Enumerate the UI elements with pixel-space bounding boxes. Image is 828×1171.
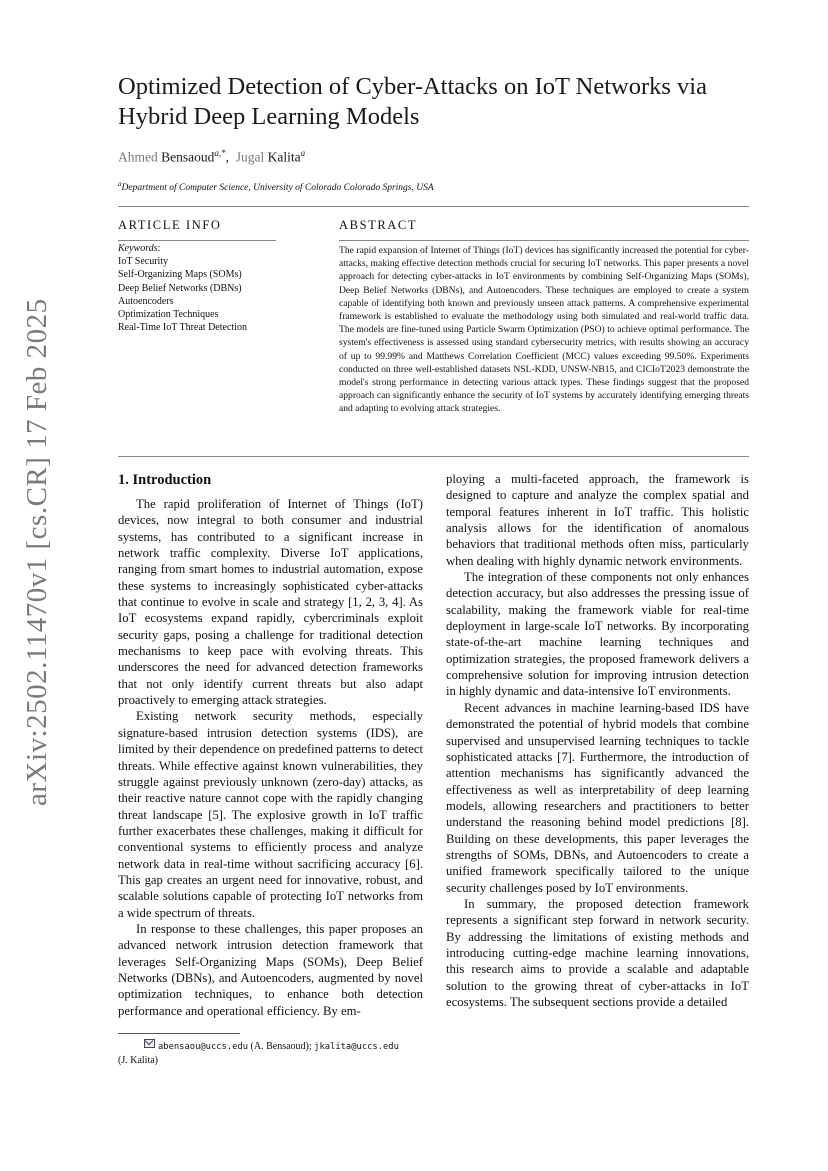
author2-given: Jugal xyxy=(235,149,265,165)
keyword-item: IoT Security xyxy=(118,256,169,268)
keywords-block: Keywords: IoT Security Self-Organizing Maps (SOMs) Deep Belief Networks (DBNs) Autoencoders Optimization Techniques Real-Time IoT Threat Detection xyxy=(118,243,247,334)
envelope-icon xyxy=(144,1039,155,1048)
paragraph: Recent advances in machine learning-based IDS have demonstrated the potential of hybrid models that combine supervised and unsupervised learning techniques to tackle sophisticated attacks [7]. Furthermore, the introduction of attention mechanisms has significantly advanced the effectiveness as well as interpretability of deep learning models, allowing researchers and practitioners to better understand the reasoning behind model predictions [8]. Building on these developments, this paper leverages the strengths of SOMs, DBNs, and Autoencoders to create a unified framework specifically tailored to the unique security challenges posed by IoT environments. xyxy=(446,700,749,895)
header-rule xyxy=(118,206,749,207)
keyword-item: Deep Belief Networks (DBNs) xyxy=(118,282,242,294)
abstract-bottom-rule xyxy=(118,456,749,457)
right-column xyxy=(446,471,749,1010)
email-link-1[interactable]: abensaou@uccs.edu xyxy=(158,1042,249,1052)
keywords-label: Keywords xyxy=(118,243,158,254)
footnote xyxy=(118,1039,408,1068)
abstract-rule xyxy=(339,240,749,241)
affiliation-sup: a xyxy=(118,180,122,188)
keyword-item: Autoencoders xyxy=(118,295,174,307)
paper-title: Optimized Detection of Cyber-Attacks on IoT Networks via Hybrid Deep Learning Models xyxy=(118,73,707,130)
email-link-2[interactable]: jkalita@uccs.edu xyxy=(314,1042,399,1052)
author2-sup: a xyxy=(300,148,306,158)
paragraph: Existing network security methods, especially signature-based intrusion detection systems (IDS), are limited by their dependence on predefined patterns to detect threats. While effective against known vulnerabilities, they struggle against previously unknown (zero-day) attacks, as their reactive nature cannot cope with the rapidly changing threat landscape [5]. The explosive growth in IoT traffic further exacerbates these challenges, making it difficult for conventional systems to efficiently process and analyze network data in real-time without sacrificing accuracy [6]. This gap creates an urgent need for innovative, robust, and scalable solutions capable of protecting IoT networks from a wide spectrum of threats. xyxy=(118,709,423,920)
abstract-text: The rapid expansion of Internet of Things (IoT) devices has significantly increased the potential for cyber-attacks, making effective detection methods crucial for securing IoT networks. This paper presents a novel approach for detecting cyber-attacks in IoT environments by combining Self-Organizing Maps (SOMs), Deep Belief Networks (DBNs), and Autoencoders. These techniques are employed to create a system capable of identifying both known and previously unseen attack patterns. A comprehensive experimental framework is established to evaluate the methodology using both simulated and real-world traffic data. The models are fine-tuned using Particle Swarm Optimization (PSO) to achieve optimal performance. The system's effectiveness is assessed using standard cybersecurity metrics, with results showing an accuracy of up to 99.99% and Matthews Correlation Coefficient (MCC) values exceeding 99.50%. Experiments conducted on three well-established datasets NSL-KDD, UNSW-NB15, and CICIoT2023 demonstrate the model's strong performance in detecting various attack types. These findings suggest that the proposed approach can significantly enhance the security of IoT systems by accurately identifying emerging threats and adapting to evolving attack strategies. xyxy=(339,245,749,415)
paragraph: In response to these challenges, this paper proposes an advanced network intrusion detection framework that leverages Self-Organizing Maps (SOMs), Deep Belief Networks (DBNs), and Autoencoders, augmented by novel optimization techniques, to enhance both detection performance and operational efficiency. By em- xyxy=(118,921,423,1018)
author1-sup: a,* xyxy=(214,148,226,158)
keyword-item: Optimization Techniques xyxy=(118,309,219,321)
section-heading-introduction: 1. Introduction xyxy=(118,472,212,488)
author2-family: Kalita xyxy=(267,149,301,165)
paragraph: ploying a multi-faceted approach, the framework is designed to capture and analyze the complex spatial and temporal features inherent in IoT traffic. This holistic analysis allows for the identification of anomalous behaviors that traditional methods often miss, particularly when dealing with highly dynamic network environments. xyxy=(446,472,749,568)
paragraph: The integration of these components not only enhances detection accuracy, but also addresses the pressing issue of scalability, making the framework viable for real-time deployment in large-scale IoT networks. By incorporating state-of-the-art machine learning techniques and optimization strategies, the proposed framework delivers a comprehensive solution for improving intrusion detection in highly dynamic and data-intensive IoT environments. xyxy=(446,570,749,699)
footnote-rule xyxy=(118,1033,240,1034)
arxiv-side-stamp: arXiv:2502.11470v1 [cs.CR] 17 Feb 2025 xyxy=(21,298,53,806)
author1-family: Bensaoud xyxy=(161,149,215,165)
keyword-item: Self-Organizing Maps (SOMs) xyxy=(118,269,242,281)
left-column xyxy=(118,496,423,1019)
author1-given: Ahmed xyxy=(118,149,158,165)
abstract-heading: ABSTRACT xyxy=(339,218,418,232)
affiliation xyxy=(118,180,434,193)
article-info-heading: ARTICLE INFO xyxy=(118,218,222,232)
paragraph: In summary, the proposed detection framework represents a significant step forward in network security. By addressing the limitations of existing methods and introducing cutting-edge machine learning innovations, this research aims to provide a scalable and adaptable solution to the growing threat of cyber-attacks in IoT ecosystems. The subsequent sections provide a detailed xyxy=(446,896,749,1009)
paragraph: The rapid proliferation of Internet of Things (IoT) devices, now integral to both consumer and industrial systems, has contributed to a significant increase in network traffic complexity. Diverse IoT applications, ranging from smart homes to industrial automation, expose these systems to increasingly sophisticated cyber-attacks that continue to evolve in scale and strategy [1, 2, 3, 4]. As IoT ecosystems expand rapidly, cybercriminals exploit security gaps, posing a challenge for traditional detection mechanisms to keep pace with evolving threats. This underscores the need for advanced detection frameworks that not only identify current threats but also adapt proactively to emerging attack strategies. xyxy=(118,497,423,708)
footnote-name-2: (J. Kalita) xyxy=(118,1055,158,1066)
author-line: Ahmed Bensaoud$^{a,*}$, Jugal Kalita$^a$ xyxy=(118,148,306,165)
footnote-name-1: (A. Bensaoud); xyxy=(250,1041,312,1052)
affiliation-text: Department of Computer Science, University of Colorado Colorado Springs, USA xyxy=(121,183,434,194)
article-info-rule xyxy=(118,240,276,241)
keyword-item: Real-Time IoT Threat Detection xyxy=(118,322,247,334)
